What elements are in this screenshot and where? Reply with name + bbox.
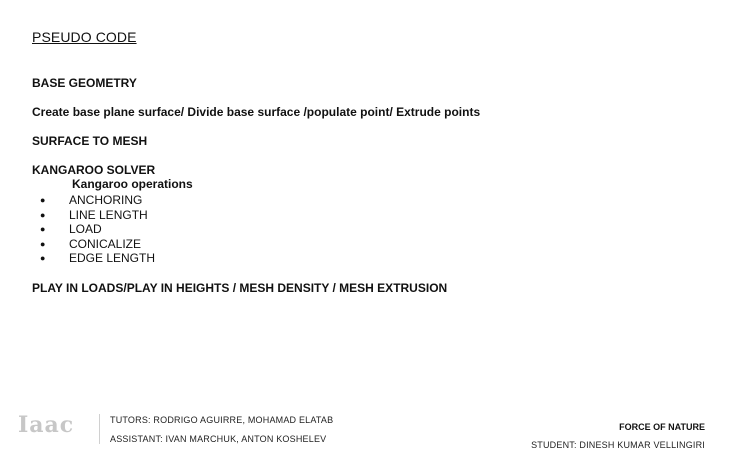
footer-divider: [99, 414, 100, 444]
operation-label: LINE LENGTH: [69, 207, 148, 222]
operation-label: EDGE LENGTH: [69, 251, 156, 266]
list-item: [40, 193, 155, 208]
play-line: PLAY IN LOADS/PLAY IN HEIGHTS / MESH DENSITY / MESH EXTRUSION: [32, 281, 448, 295]
project-title: FORCE OF NATURE: [619, 422, 705, 432]
bullet-icon: ●: [40, 209, 46, 220]
bullet-icon: ●: [40, 195, 46, 205]
page-title: PSEUDO CODE: [32, 29, 137, 45]
bullet-icon: ●: [40, 224, 46, 235]
bullet-icon: ●: [40, 238, 46, 249]
list-item: [40, 251, 155, 266]
list-item: [40, 222, 155, 237]
kangaroo-operations-title: Kangaroo operations: [72, 177, 193, 191]
operation-label: ANCHORING: [69, 193, 143, 207]
bullet-icon: ●: [40, 253, 46, 264]
tutors-line: TUTORS: RODRIGO AGUIRRE, MOHAMAD ELATAB: [110, 415, 334, 425]
heading-base-geometry: BASE GEOMETRY: [32, 76, 137, 90]
heading-surface-to-mesh: SURFACE TO MESH: [32, 134, 148, 148]
operation-label: LOAD: [69, 222, 102, 237]
iaac-logo: Iaac: [18, 412, 75, 438]
assistant-line: ASSISTANT: IVAN MARCHUK, ANTON KOSHELEV: [110, 434, 327, 444]
list-item: [40, 237, 155, 252]
base-geometry-steps: Create base plane surface/ Divide base surface /populate point/ Extrude points: [32, 105, 481, 119]
heading-kangaroo-solver: KANGAROO SOLVER: [32, 163, 156, 177]
list-item: [40, 208, 155, 223]
student-line: STUDENT: DINESH KUMAR VELLINGIRI: [531, 440, 705, 450]
operations-list: [40, 193, 155, 266]
operation-label: CONICALIZE: [69, 236, 142, 251]
